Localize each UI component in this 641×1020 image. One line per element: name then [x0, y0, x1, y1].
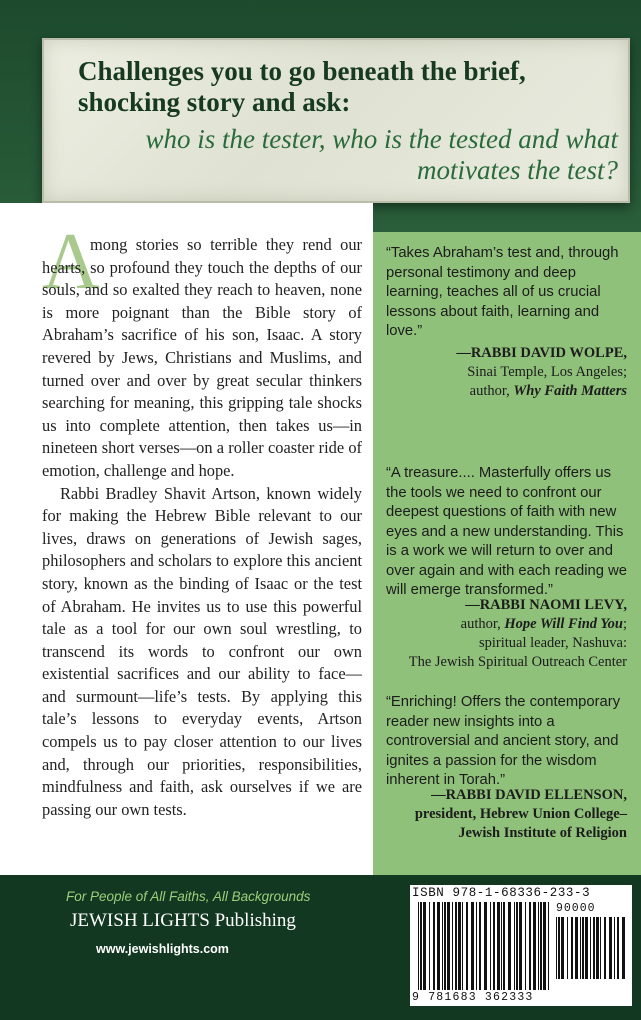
endorser-affiliation: spiritual leader, Nashuva:	[479, 635, 627, 651]
barcode-icon	[418, 902, 552, 990]
endorsement-attribution-1	[367, 344, 627, 401]
endorser-book-title: Hope Will Find You	[504, 616, 623, 632]
publisher-logo: JEWISH LIGHTS Publishing	[70, 910, 296, 931]
publisher-website: www.jewishlights.com	[96, 942, 229, 956]
isbn-label: ISBN 978-1-68336-233-3	[412, 886, 591, 900]
endorser-book-title: Why Faith Matters	[513, 383, 627, 399]
endorser-name: —RABBI DAVID WOLPE,	[456, 345, 627, 361]
endorser-role: author,	[460, 616, 505, 632]
drop-cap: A	[42, 218, 100, 306]
headline: Challenges you to go beneath the brief, shocking story and ask:	[78, 56, 526, 117]
endorsement-quote-3: “Enriching! Offers the contemporary reader new insights into a controversial and ancient story, and ignites a passion for the wisdom inherent in Torah.”	[386, 694, 621, 788]
price-code: 90000	[556, 902, 596, 915]
endorser-affiliation: Sinai Temple, Los Angeles;	[467, 364, 627, 380]
endorsement-attribution-3	[367, 786, 627, 843]
subheadline: who is the tester, who is the tested and what motivates the test?	[145, 124, 618, 185]
endorsement-quote-2: “A treasure.... Masterfully offers us the tools we need to confront our deepest questions of faith with new eyes and a new understanding. This is a work we will return to over and over again and with each reading we will emerge transformed.”	[386, 465, 628, 598]
barcode-number: 9 781683 362333	[412, 991, 534, 1004]
description-paragraph-2: Rabbi Bradley Shavit Artson, known widely for making the Hebrew Bible relevant to our lives, draws on generations of Jewish sages, philosophers and scholars to explore this ancient story, known as the binding of Isaac or the test of Abraham. He invites us to use this powerful tale as a tool for our own soul wrestling, to transcend its words to confront our own existential sacrifices and our ability to face—and surmount—life’s tests. By applying this tale’s lessons to everyday events, Artson compels us to pay closer attention to our lives and, through our priorities, responsibilities, mindfulness and faith, ask ourselves if we are passing our own tests.	[42, 483, 362, 819]
endorsement-attribution-2	[367, 596, 627, 672]
endorser-punct: ;	[622, 616, 627, 632]
description-text	[42, 234, 362, 821]
endorser-name: —RABBI NAOMI LEVY,	[465, 597, 627, 613]
publisher-tagline: For People of All Faiths, All Backgrounds	[66, 889, 311, 904]
endorsement-quote-1: “Takes Abraham’s test and, through personal testimony and deep learning, teaches all of us crucial lessons about faith, learning and love.”	[386, 245, 619, 339]
price-barcode-icon	[556, 917, 626, 979]
endorser-name: —RABBI DAVID ELLENSON,	[431, 787, 627, 803]
endorser-organization: Jewish Institute of Religion	[458, 825, 627, 841]
endorser-role: author,	[469, 383, 514, 399]
endorser-organization: The Jewish Spiritual Outreach Center	[408, 654, 627, 670]
description-paragraph-1: mong stories so terrible they rend our hearts, so profound they touch the depths of our souls, and so exalted they reach to heaven, none is more poignant than the Bible story of Abraham’s sacrifice of his son, Isaac. A story revered by Jews, Christians and Muslims, and turned over and over by great secular thinkers searching for meaning, this gripping tale shocks us into complete attention, then takes us—in nineteen short verses—on a roller coaster ride of emotion, challenge and hope.	[42, 235, 362, 480]
endorser-affiliation: president, Hebrew Union College–	[414, 806, 627, 822]
